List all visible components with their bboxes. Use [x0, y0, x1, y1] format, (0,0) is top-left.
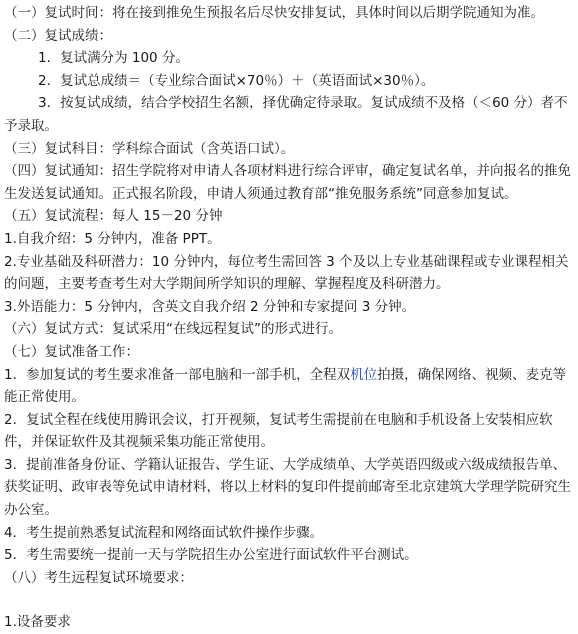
score-item-2: 2．复试总成绩＝（专业综合面试×70％）＋（英语面试×30％）。: [38, 72, 435, 89]
process-item-3: 3.外语能力：5 分钟内，含英文自我介绍 2 分钟和专家提问 3 分钟。: [4, 298, 416, 315]
section-2-heading: （二）复试成绩：: [4, 27, 112, 44]
prep-item-1-text-b: 拍摄，确保网络、视频、麦克等能正常使用。: [4, 366, 567, 406]
section-6-method: （六）复试方式：复试采用“在线远程复试”的形式进行。: [4, 321, 342, 338]
section-3-subject: （三）复试科目：学科综合面试（含英语口试）。: [4, 140, 295, 157]
prep-item-3: 3．提前准备身份证、学籍认证报告、学生证、大学成绩单、大学英语四级或六级成绩报告单、获奖证明、政审表等免试申请材料，将以上材料的复印件提前邮寄至北京建筑大学理学院研究生办公室。: [4, 456, 571, 519]
section-4-notice: （四）复试通知：招生学院将对申请人各项材料进行综合评审，确定复试名单，并向报名的推免生发送复试通知。正式报名阶段，申请人须通过教育部“推免服务系统”同意参加复试。: [4, 163, 571, 202]
section-5-process: （五）复试流程：每人 15－20 分钟: [4, 208, 223, 225]
process-item-2: 2.专业基础及科研潜力：10 分钟内，每位考生需回答 3 个及以上专业基础课程或专业课程相关的问题，主要考查考生对大学期间所学知识的理解、掌握程度及科研潜力。: [4, 253, 569, 293]
process-item-1: 1.自我介绍：5 分钟内，准备 PPT。: [4, 230, 221, 247]
prep-item-1-text-a: 1．参加复试的考生要求准备一部电脑和一部手机，全程双: [4, 366, 351, 383]
prep-item-5: 5．考生需要统一提前一天与学院招生办公室进行面试软件平台测试。: [4, 547, 418, 564]
blank-line: [4, 589, 574, 611]
score-item-1: 1．复试满分为 100 分。: [38, 50, 189, 67]
section-7-heading: （七）复试准备工作：: [4, 343, 139, 360]
prep-item-4: 4．考生提前熟悉复试流程和网络面试软件操作步骤。: [4, 524, 324, 541]
section-8-heading: （八）考生远程复试环境要求：: [4, 569, 193, 586]
dual-camera-link[interactable]: 机位: [350, 366, 378, 383]
prep-item-1: [4, 364, 574, 409]
section-1-schedule: （一）复试时间：将在接到推免生预报名后尽快安排复试，具体时间以后期学院通知为准。: [4, 5, 544, 21]
prep-item-2: 2．复试全程在线使用腾讯会议，打开视频，复试考生需提前在电脑和手机设备上安装相应软件，并保证软件及其视频采集功能正常使用。: [4, 411, 553, 451]
equipment-heading: 1.设备要求: [4, 614, 71, 631]
score-item-3: 3．按复试成绩，结合学校招生名额，择优确定待录取。复试成绩不及格（＜60 分）者不予录取。: [4, 95, 568, 134]
